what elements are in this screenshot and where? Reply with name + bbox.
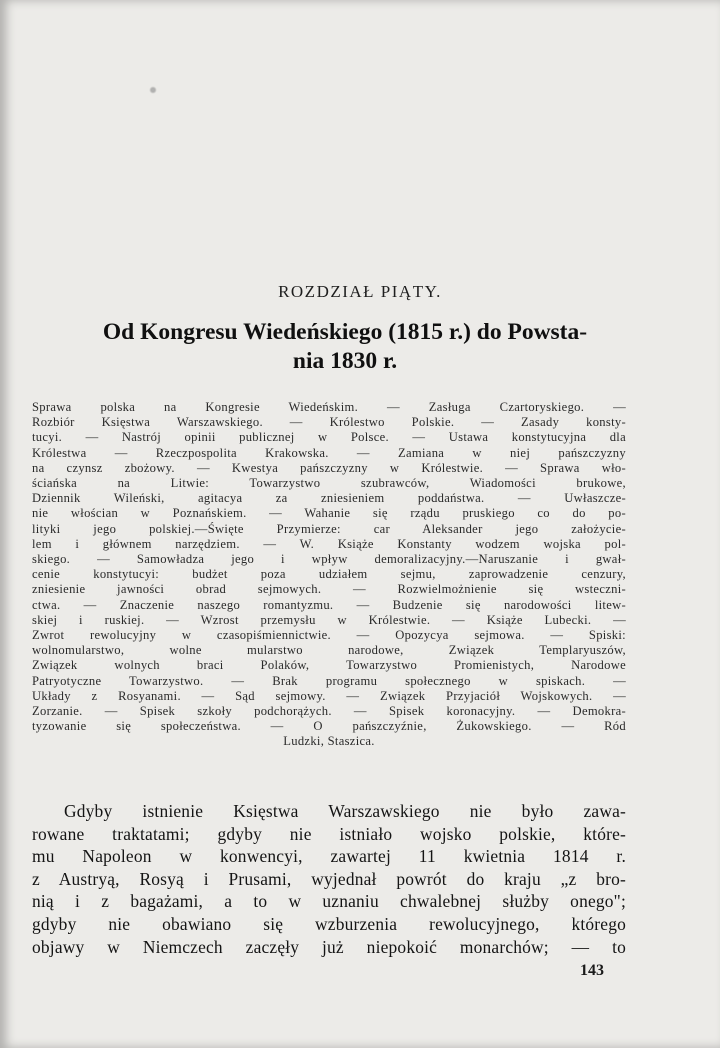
summary-line: Zorzanie. — Spisek szkoły podchorążych. — Spisek koronacyjny. — Demokra- (32, 704, 626, 719)
body-line: z Austryą, Rosyą i Prusami, wyjednał powrót do kraju „z bro- (32, 868, 626, 889)
summary-line: Królestwa — Rzeczpospolita Krakowska. — Zamiana w niej pańszczyzny (32, 445, 626, 460)
summary-line: ściańska na Litwie: Towarzystwo szubrawców, Wiadomości brukowe, (32, 476, 626, 491)
summary-line: Patryotyczne Towarzystwo. — Brak programu społecznego w spiskach. — (32, 673, 626, 688)
body-text (32, 800, 626, 958)
page-number: 143 (580, 962, 604, 979)
summary-line: Układy z Rosyanami. — Sąd sejmowy. — Związek Przyjaciół Wojskowych. — (32, 688, 626, 703)
summary-line: lem i głównem narzędziem. — W. Książe Konstanty wodzem wojska pol- (32, 536, 626, 551)
summary-line: Rozbiór Księstwa Warszawskiego. — Królestwo Polskie. — Zasady konsty- (32, 415, 626, 430)
summary-line: Sprawa polska na Kongresie Wiedeńskim. — Zasługa Czartoryskiego. — (32, 400, 626, 414)
body-line: rowane traktatami; gdyby nie istniało wojsko polskie, które- (32, 823, 626, 844)
chapter-summary (32, 400, 626, 750)
summary-line: lityki jego polskiej.—Święte Przymierze: car Aleksander jego założycie- (32, 521, 626, 536)
summary-line: Związek wolnych braci Polaków, Towarzystwo Promienistych, Narodowe (32, 658, 626, 673)
summary-line: tyzowanie się społeczeństwa. — O pańszczyźnie, Żukowskiego. — Ród (32, 719, 626, 734)
summary-line: skiego. — Samowładza jego i wpływ demoralizacyjny.—Naruszanie i gwał- (32, 552, 626, 567)
body-line: Gdyby istnienie Księstwa Warszawskiego nie było zawa- (64, 801, 626, 821)
body-line: gdyby nie obawiano się wzburzenia rewolucyjnego, którego (32, 913, 626, 934)
ink-speck (148, 86, 158, 94)
body-line: nią i z bagażami, a to w uznaniu chwalebnej służby onego"; (32, 891, 626, 912)
summary-line: Zwrot rewolucyjny w czasopiśmiennictwie. — Opozycya sejmowa. — Spiski: (32, 628, 626, 643)
summary-line: wolnomularstwo, wolne mularstwo narodowe, Związek Templaryuszów, (32, 643, 626, 658)
summary-line: tucyi. — Nastrój opinii publicznej w Polsce. — Ustawa konstytucyjna dla (32, 430, 626, 445)
chapter-title-line: nia 1830 r. (292, 348, 398, 374)
summary-line: Ludzki, Staszica. (283, 734, 375, 749)
summary-line: zniesienie jawności obrad sejmowych. — Rozwielmożnienie się wsteczni- (32, 582, 626, 597)
summary-line: cenie konstytucyi: budżet poza udziałem sejmu, zaprowadzenie cenzury, (32, 567, 626, 582)
chapter-label: ROZDZIAŁ PIĄTY. (278, 282, 442, 301)
chapter-title (30, 318, 660, 376)
body-line: objawy w Niemczech zaczęły już niepokoić monarchów; — to (32, 936, 626, 957)
summary-line: ctwa. — Znaczenie naszego romantyzmu. — Budzenie się narodowości litew- (32, 597, 626, 612)
summary-line: Dziennik Wileński, agitacya za zniesieniem poddaństwa. — Uwłaszcze- (32, 491, 626, 506)
summary-line: na czynsz zbożowy. — Kwestya pańszczyzny w Królestwie. — Sprawa wło- (32, 460, 626, 475)
chapter-title-line: Od Kongresu Wiedeńskiego (1815 r.) do Powsta- (102, 319, 588, 345)
summary-line: nie włościan w Poznańskiem. — Wahanie się rządu pruskiego co do po- (32, 506, 626, 521)
body-line: mu Napoleon w konwencyi, zawartej 11 kwietnia 1814 r. (32, 846, 626, 867)
summary-line: skiej i ruskiej. — Wzrost przemysłu w Królestwie. — Książe Lubecki. — (32, 612, 626, 627)
